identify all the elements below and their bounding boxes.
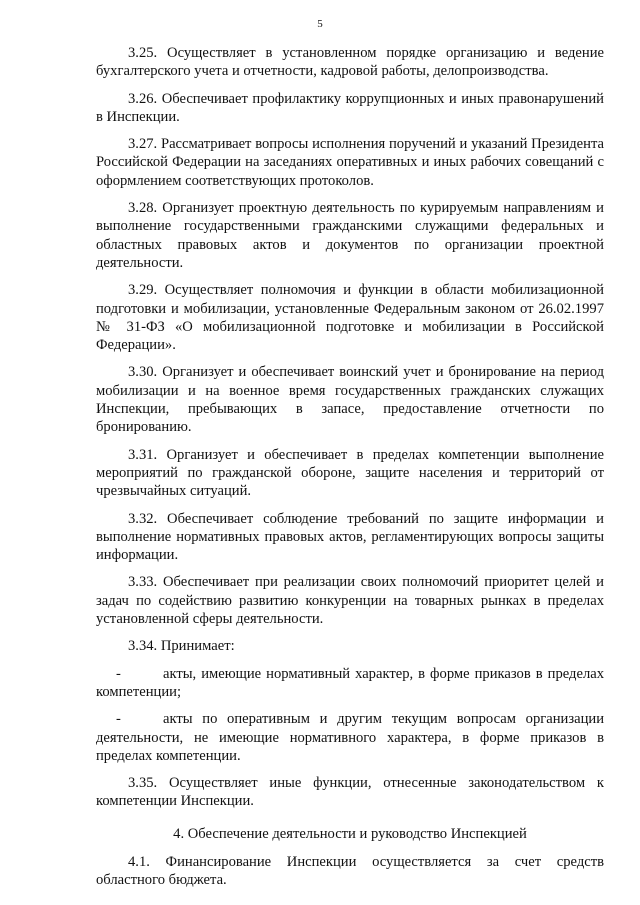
paragraph-3-28: 3.28. Организует проектную деятельность по курируемым направлениям и выполнение государственными гражданскими служащими федеральных и областных правовых актов и документов по организации проектной деятельности. bbox=[96, 200, 604, 271]
document-body bbox=[96, 44, 604, 899]
list-dash: - bbox=[116, 711, 121, 728]
paragraph-3-26: 3.26. Обеспечивает профилактику коррупционных и иных правонарушений в Инспекции. bbox=[96, 90, 604, 125]
list-item bbox=[96, 665, 604, 702]
list-item bbox=[96, 710, 604, 765]
paragraph-3-35: 3.35. Осуществляет иные функции, отнесенные законодательством к компетенции Инспекции. bbox=[96, 775, 604, 810]
paragraph-3-31: 3.31. Организует и обеспечивает в пределах компетенции выполнение мероприятий по гражданской обороне, защите населения и территорий от чрезвычайных ситуаций. bbox=[96, 446, 604, 500]
list-item-text: акты, имеющие нормативный характер, в форме приказов в пределах компетенции; bbox=[96, 665, 604, 700]
paragraph-3-34: 3.34. Принимает: bbox=[128, 638, 235, 655]
paragraph-3-32: 3.32. Обеспечивает соблюдение требований по защите информации и выполнение нормативных правовых актов, регламентирующих вопросы защиты информации. bbox=[96, 510, 604, 564]
paragraph-3-30: 3.30. Организует и обеспечивает воинский учет и бронирование на период мобилизации и на военное время государственных гражданских служащих Инспекции, пребывающих в запасе, предоставление отчетности по бронированию. bbox=[96, 364, 604, 436]
section-heading: 4. Обеспечение деятельности и руководство Инспекцией bbox=[173, 825, 527, 842]
page-number: 5 bbox=[317, 18, 323, 30]
list-dash: - bbox=[116, 665, 121, 682]
paragraph-4-1: 4.1. Финансирование Инспекции осуществляется за счет средств областного бюджета. bbox=[96, 853, 604, 889]
paragraph-3-25: 3.25. Осуществляет в установленном порядке организацию и ведение бухгалтерского учета и отчетности, кадровой работы, делопроизводства. bbox=[96, 45, 604, 80]
paragraph-3-29: 3.29. Осуществляет полномочия и функции в области мобилизационной подготовки и мобилизации, установленные Федеральным законом от 26.02.1997 № 31-ФЗ «О мобилизационной подготовке и мобилизации в Российской Федерации». bbox=[96, 282, 604, 354]
paragraph-3-33: 3.33. Обеспечивает при реализации своих полномочий приоритет целей и задач по содействию развитию конкуренции на товарных рынках в пределах установленной сферы деятельности. bbox=[96, 574, 604, 628]
list-item-text: акты по оперативным и другим текущим вопросам организации деятельности, не имеющие нормативного характера, в форме приказов в пределах компетенции. bbox=[96, 711, 604, 764]
paragraph-3-27: 3.27. Рассматривает вопросы исполнения поручений и указаний Президента Российской Федерации на заседаниях оперативных и иных рабочих совещаний с оформлением соответствующих протоколов. bbox=[96, 136, 604, 189]
